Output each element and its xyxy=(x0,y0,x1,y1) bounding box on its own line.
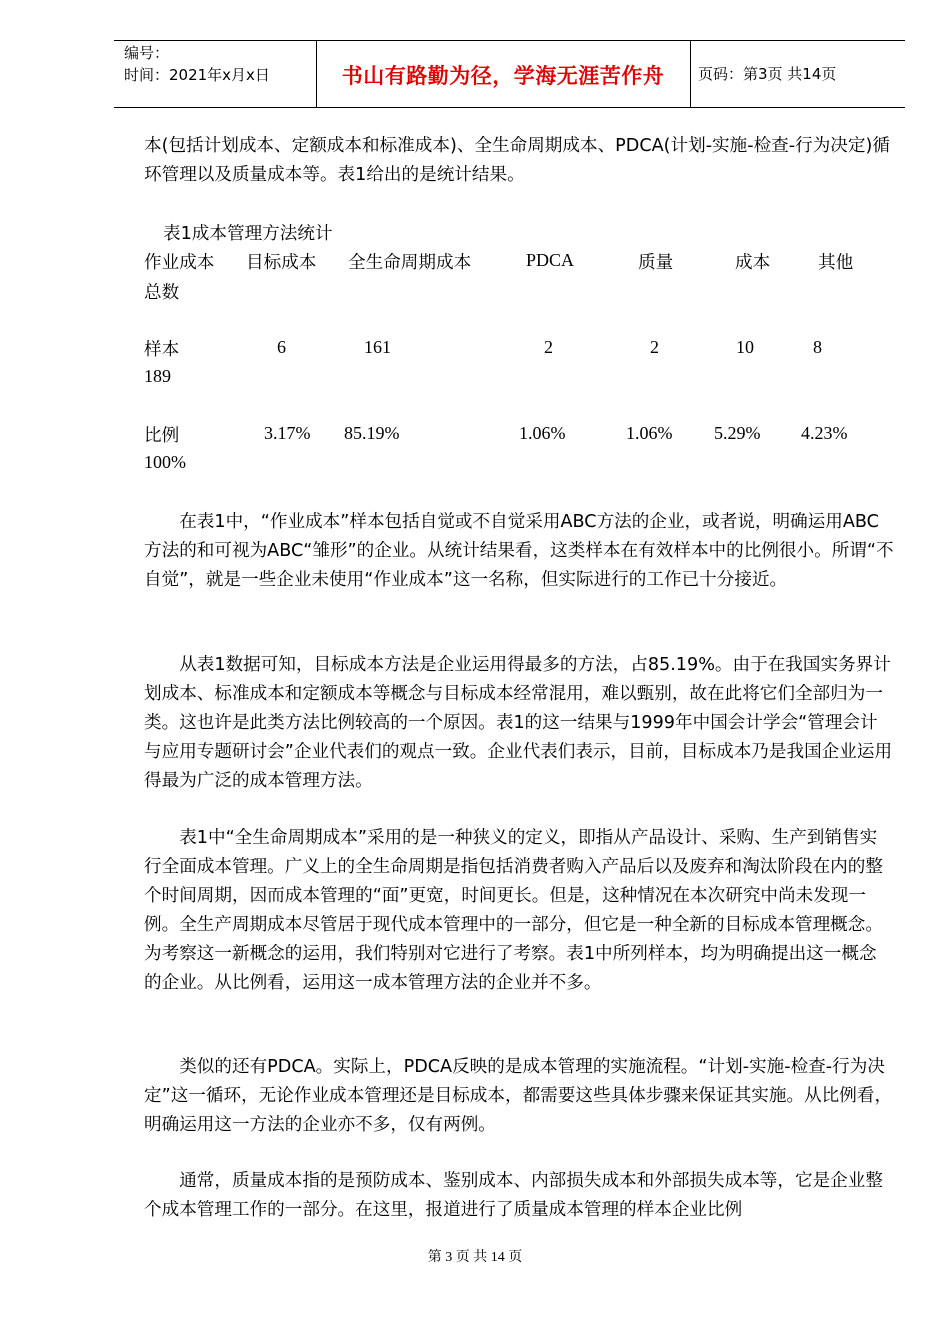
table-cell: 3.17% xyxy=(264,423,311,443)
header-divider-right xyxy=(690,40,691,107)
body-paragraph: 在表1中，“作业成本”样本包括自觉或不自觉采用ABC方法的企业，或者说，明确运用ABC方法的和可视为ABC“雏形”的企业。从统计结果看，这类样本在有效样本中的比例很小。所谓“不自觉”，就是一些企业未使用“作业成本”这一名称，但实际进行的工作已十分接近。 xyxy=(144,512,894,590)
header-motto: 书山有路勤为径，学海无涯苦作舟 xyxy=(341,64,665,88)
intro-paragraph: 本(包括计划成本、定额成本和标准成本)、全生命周期成本、PDCA(计划-实施-检查-行为决定)循环管理以及质量成本等。表1给出的是统计结果。 xyxy=(144,136,890,185)
body-paragraph-2-block xyxy=(144,651,894,796)
header-bottom-rule xyxy=(114,107,905,108)
table-header-cell: 成本 xyxy=(735,253,771,273)
table-row-label: 样本 xyxy=(144,340,180,360)
table-cell: 1.06% xyxy=(626,423,673,443)
table-header-cell: 目标成本 xyxy=(246,253,317,273)
table-cell-total: 189 xyxy=(144,366,171,386)
table-header-cell: 总数 xyxy=(144,283,180,303)
body-paragraph-1-block xyxy=(144,508,894,595)
table-header-cell: 全生命周期成本 xyxy=(348,253,472,273)
table-cell: 8 xyxy=(813,337,822,357)
table-cell: 85.19% xyxy=(344,423,400,443)
table-cell: 5.29% xyxy=(714,423,761,443)
header-time-label: 时间：2021年x月x日 xyxy=(124,66,270,84)
header-page-info: 页码：第3页 共14页 xyxy=(698,65,837,83)
table-cell: 2 xyxy=(544,337,553,357)
page-footer: 第 3 页 共 14 页 xyxy=(427,1250,523,1265)
table-cell: 2 xyxy=(650,337,659,357)
table-header-cell: PDCA xyxy=(526,250,575,270)
table-header-cell: 作业成本 xyxy=(144,253,215,273)
body-paragraph: 类似的还有PDCA。实际上，PDCA反映的是成本管理的实施流程。“计划-实施-检查-行为决定”这一循环，无论作业成本管理还是目标成本，都需要这些具体步骤来保证其实施。从比例看，明确运用这一方法的企业亦不多，仅有两例。 xyxy=(144,1057,893,1135)
body-paragraph: 表1中“全生命周期成本”采用的是一种狭义的定义，即指从产品设计、采购、生产到销售实行全面成本管理。广义上的全生命周期是指包括消费者购入产品后以及废弃和淘汰阶段在内的整个时间周期，因而成本管理的“面”更宽，时间更长。但是，这种情况在本次研究中尚未发现一例。全生产周期成本尽管居于现代成本管理中的一部分，但它是一种全新的目标成本管理概念。为考察这一新概念的运用，我们特别对它进行了考察。表1中所列样本，均为明确提出这一概念的企业。从比例看，运用这一成本管理方法的企业并不多。 xyxy=(144,828,883,993)
header-number-label: 编号： xyxy=(124,44,170,62)
body-paragraph-4-block xyxy=(144,1053,894,1140)
table-row-label: 比例 xyxy=(144,426,180,446)
table-cell: 10 xyxy=(736,337,754,357)
table-cell: 4.23% xyxy=(801,423,848,443)
body-paragraph: 通常，质量成本指的是预防成本、鉴别成本、内部损失成本和外部损失成本等，它是企业整个成本管理工作的一部分。在这里，报道进行了质量成本管理的样本企业比例 xyxy=(144,1171,883,1220)
table-cell: 161 xyxy=(364,337,391,357)
table-header-cell: 其他 xyxy=(818,253,854,273)
body-paragraph-3-block xyxy=(144,824,894,998)
header-top-rule xyxy=(114,40,905,41)
intro-block xyxy=(144,132,894,190)
table-header-cell: 质量 xyxy=(638,253,674,273)
table-cell: 1.06% xyxy=(519,423,566,443)
table-cell: 6 xyxy=(277,337,286,357)
body-paragraph-5-block xyxy=(144,1167,894,1225)
table-cell-total: 100% xyxy=(144,452,186,472)
body-paragraph: 从表1数据可知，目标成本方法是企业运用得最多的方法，占85.19%。由于在我国实务界计划成本、标准成本和定额成本等概念与目标成本经常混用，难以甄别，故在此将它们全部归为一类。这也许是此类方法比例较高的一个原因。表1的这一结果与1999年中国会计学会“管理会计与应用专题研讨会”企业代表们的观点一致。企业代表们表示，目前，目标成本乃是我国企业运用得最为广泛的成本管理方法。 xyxy=(144,655,893,791)
header-meta xyxy=(124,42,270,86)
table-title: 表1成本管理方法统计 xyxy=(163,224,333,244)
